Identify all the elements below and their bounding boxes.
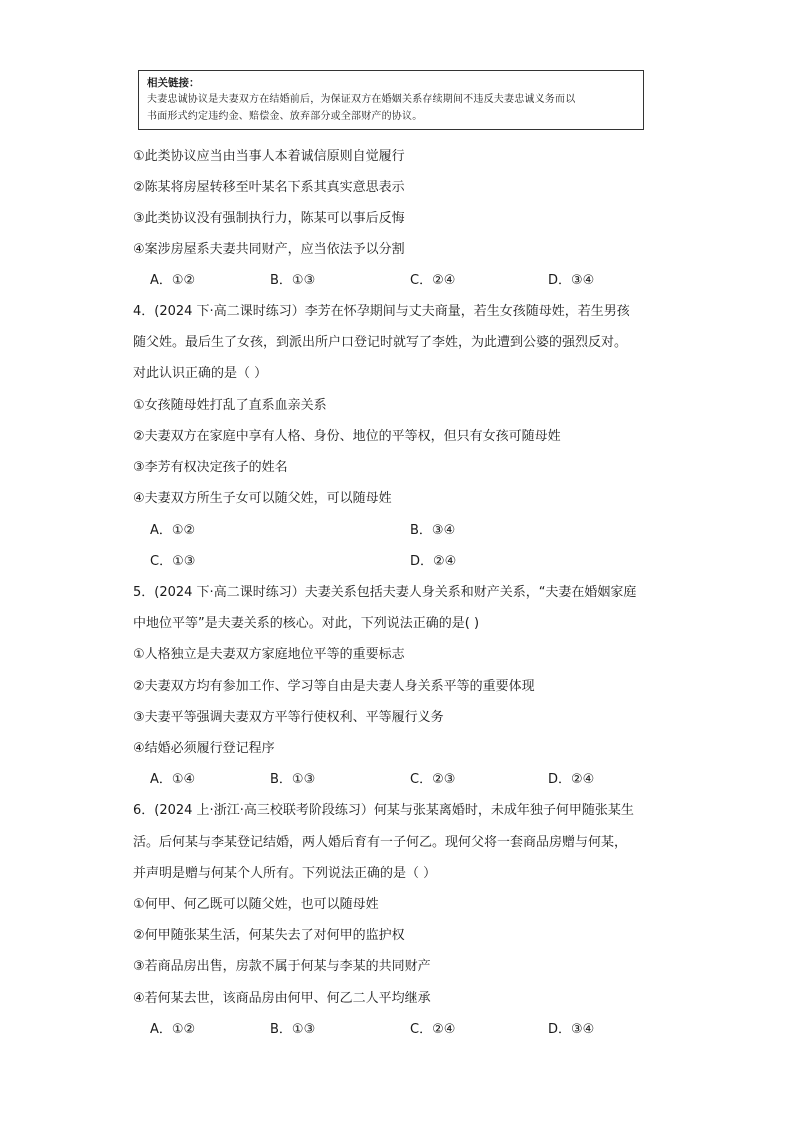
q6-option-d[interactable]: D．③④ xyxy=(548,1022,595,1037)
q5-stem-line-2: 中地位平等”是夫妻关系的核心。对此，下列说法正确的是( ) xyxy=(133,616,480,631)
q4-statement-2: ②夫妻双方在家庭中享有人格、身份、地位的平等权，但只有女孩可随母姓 xyxy=(133,429,561,444)
q5-option-c[interactable]: C．②③ xyxy=(410,772,456,787)
q6-stem-line-1: 6．(2024 上·浙江·高三校联考阶段练习）何某与张某离婚时，未成年独子何甲随张某生 xyxy=(133,803,634,818)
q4-statement-4: ④夫妻双方所生子女可以随父姓，可以随母姓 xyxy=(133,491,392,506)
q5-option-b[interactable]: B．①③ xyxy=(270,772,316,787)
q6-statement-3: ③若商品房出售，房款不属于何某与李某的共同财产 xyxy=(133,959,431,974)
related-link-title: 相关链接： xyxy=(147,77,200,89)
q3-statement-3: ③此类协议没有强制执行力，陈某可以事后反悔 xyxy=(133,211,405,226)
q6-option-c[interactable]: C．②④ xyxy=(410,1022,456,1037)
q6-option-a[interactable]: A．①② xyxy=(150,1022,196,1037)
q5-option-d[interactable]: D．②④ xyxy=(548,772,595,787)
q6-stem-line-3: 并声明是赠与何某个人所有。下列说法正确的是（ ） xyxy=(133,866,437,881)
q4-option-d[interactable]: D．②④ xyxy=(410,554,457,569)
q3-statement-2: ②陈某将房屋转移至叶某名下系其真实意思表示 xyxy=(133,180,405,195)
q3-option-c[interactable]: C．②④ xyxy=(410,273,456,288)
q6-statement-4: ④若何某去世，该商品房由何甲、何乙二人平均继承 xyxy=(133,991,431,1006)
q3-option-a[interactable]: A．①② xyxy=(150,273,196,288)
q6-statement-2: ②何甲随张某生活，何某失去了对何甲的监护权 xyxy=(133,928,405,943)
q3-option-d[interactable]: D．③④ xyxy=(548,273,595,288)
q3-option-b[interactable]: B．①③ xyxy=(270,273,316,288)
q4-option-a[interactable]: A．①② xyxy=(150,523,196,538)
q4-statement-3: ③李芳有权决定孩子的姓名 xyxy=(133,460,288,475)
q4-statement-1: ①女孩随母姓打乱了直系血亲关系 xyxy=(133,398,327,413)
q5-statement-3: ③夫妻平等强调夫妻双方平等行使权利、平等履行义务 xyxy=(133,710,444,725)
q4-option-c[interactable]: C．①③ xyxy=(150,554,196,569)
related-link-box xyxy=(138,70,644,130)
q3-statement-4: ④案涉房屋系夫妻共同财产，应当依法予以分割 xyxy=(133,242,405,257)
q4-stem-line-2: 随父姓。最后生了女孩，到派出所户口登记时就写了李姓，为此遭到公婆的强烈反对。 xyxy=(133,335,628,350)
q5-stem-line-1: 5．(2024 下·高二课时练习）夫妻关系包括夫妻人身关系和财产关系，“夫妻在婚姻家庭 xyxy=(133,585,637,600)
q6-stem-line-2: 活。后何某与李某登记结婚，两人婚后育有一子何乙。现何父将一套商品房赠与何某， xyxy=(133,835,628,850)
q6-option-b[interactable]: B．①③ xyxy=(270,1022,316,1037)
q4-stem-line-1: 4．(2024 下·高二课时练习）李芳在怀孕期间与丈夫商量，若生女孩随母姓，若生男孩 xyxy=(133,304,630,319)
q5-option-a[interactable]: A．①④ xyxy=(150,772,196,787)
q4-stem-line-3: 对此认识正确的是（ ） xyxy=(133,366,268,381)
q3-statement-1: ①此类协议应当由当事人本着诚信原则自觉履行 xyxy=(133,149,405,164)
q5-statement-4: ④结婚必须履行登记程序 xyxy=(133,741,275,756)
related-link-line-2: 书面形式约定违约金、赔偿金、放弃部分或全部财产的协议。 xyxy=(147,111,423,122)
q6-statement-1: ①何甲、何乙既可以随父姓，也可以随母姓 xyxy=(133,897,379,912)
q4-option-b[interactable]: B．③④ xyxy=(410,523,456,538)
q5-statement-2: ②夫妻双方均有参加工作、学习等自由是夫妻人身关系平等的重要体现 xyxy=(133,679,535,694)
q5-statement-1: ①人格独立是夫妻双方家庭地位平等的重要标志 xyxy=(133,647,405,662)
related-link-line-1: 夫妻忠诚协议是夫妻双方在结婚前后，为保证双方在婚姻关系存续期间不违反夫妻忠诚义务而以 xyxy=(147,94,576,105)
